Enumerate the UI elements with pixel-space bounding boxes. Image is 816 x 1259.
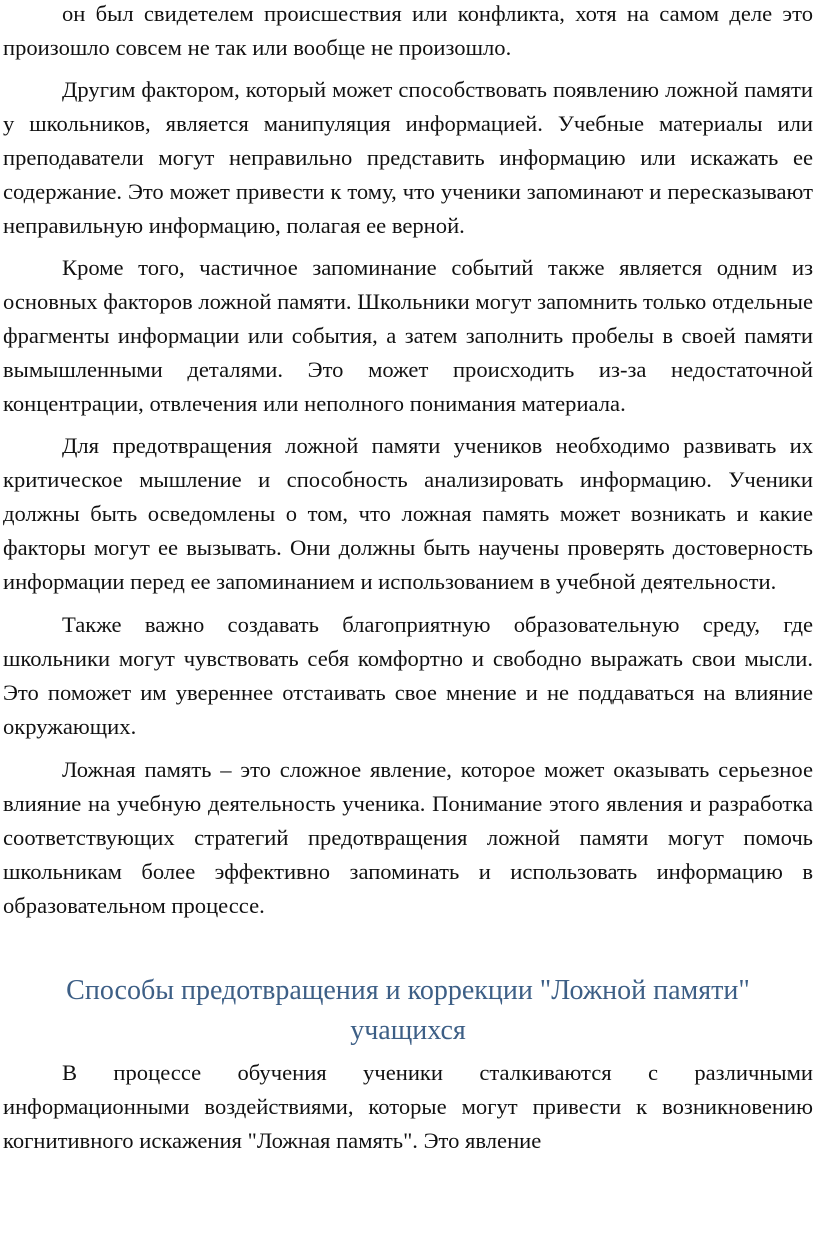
section-heading: Способы предотвращения и коррекции "Ложной памяти" учащихся [66,975,750,1046]
paragraph-environment: Также важно создавать благоприятную образовательную среду, где школьники могут чувствовать себя комфортно и свободно выражать свои мысли. Это поможет им увереннее отстаивать свое мнение и не поддаваться на влияние окружающих. [3,612,813,739]
paragraph-continuation: он был свидетелем происшествия или конфликта, хотя на самом деле это произошло совсем не так или вообще не произошло. [3,1,813,60]
paragraph-section-intro: В процессе обучения ученики сталкиваются с различными информационными воздействиями, которые могут привести к возникновению когнитивного искажения "Ложная память". Это явление [3,1060,813,1153]
paragraph-prevention: Для предотвращения ложной памяти учеников необходимо развивать их критическое мышление и способность анализировать информацию. Ученики должны быть осведомлены о том, что ложная память может возникать и какие факторы могут ее вызывать. Они должны быть научены проверять достоверность информации перед ее запоминанием и использованием в учебной деятельности. [3,433,813,594]
paragraph-partial-recall: Кроме того, частичное запоминание событий также является одним из основных факторов ложной памяти. Школьники могут запомнить только отдельные фрагменты информации или события, а затем заполнить пробелы в своей памяти вымышленными деталями. Это может происходить из-за недостаточной концентрации, отвлечения или неполного понимания материала. [3,255,813,416]
paragraph-conclusion: Ложная память – это сложное явление, которое может оказывать серьезное влияние на учебную деятельность ученика. Понимание этого явления и разработка соответствующих стратегий предотвращения ложной памяти могут помочь школьникам более эффективно запоминать и использовать информацию в образовательном процессе. [3,757,813,918]
paragraph-information-manipulation: Другим фактором, который может способствовать появлению ложной памяти у школьников, является манипуляция информацией. Учебные материалы или преподаватели могут неправильно представить информацию или искажать ее содержание. Это может привести к тому, что ученики запоминают и пересказывают неправильную информацию, полагая ее верной. [3,77,813,238]
